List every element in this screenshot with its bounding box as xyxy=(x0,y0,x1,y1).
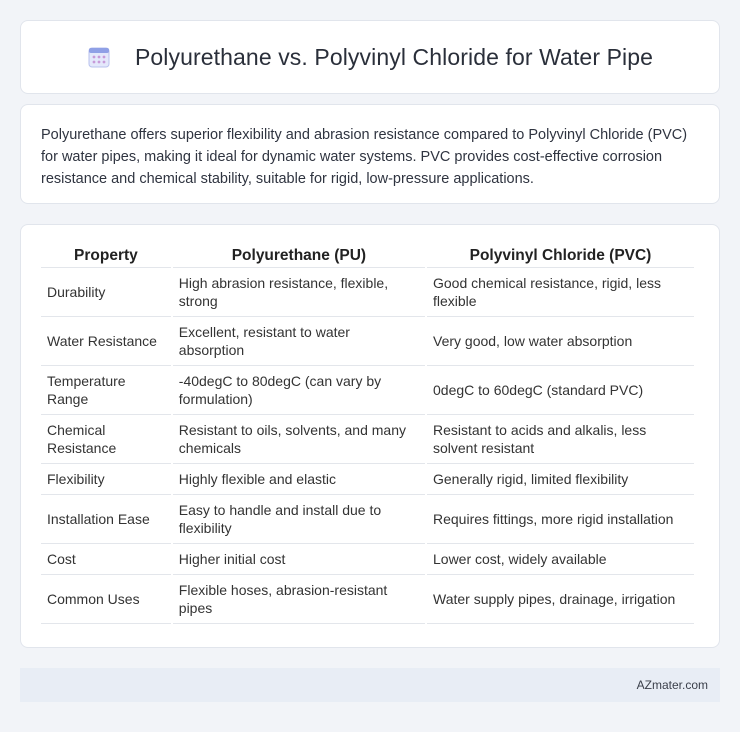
table-row xyxy=(41,495,694,544)
table-row xyxy=(41,366,694,415)
table-row xyxy=(41,317,694,366)
property-cell: Durability xyxy=(41,268,171,317)
pvc-cell: Generally rigid, limited flexibility xyxy=(427,464,694,495)
source-label: AZmater.com xyxy=(636,678,708,692)
pvc-cell: Resistant to acids and alkalis, less solvent resistant xyxy=(427,415,694,464)
pvc-cell: Very good, low water absorption xyxy=(427,317,694,366)
table-header-row xyxy=(41,245,694,268)
pvc-cell: Water supply pipes, drainage, irrigation xyxy=(427,575,694,624)
calendar-icon xyxy=(87,45,111,69)
table-row xyxy=(41,464,694,495)
property-cell: Chemical Resistance xyxy=(41,415,171,464)
pu-cell: Excellent, resistant to water absorption xyxy=(173,317,425,366)
property-cell: Cost xyxy=(41,544,171,575)
comparison-table xyxy=(39,245,696,624)
comparison-card xyxy=(20,224,720,648)
page-title: Polyurethane vs. Polyvinyl Chloride for Water Pipe xyxy=(134,43,654,70)
pu-cell: Easy to handle and install due to flexibility xyxy=(173,495,425,544)
table-row xyxy=(41,575,694,624)
intro-card xyxy=(20,104,720,204)
table-row xyxy=(41,544,694,575)
property-cell: Flexibility xyxy=(41,464,171,495)
pvc-cell: 0degC to 60degC (standard PVC) xyxy=(427,366,694,415)
column-header-pvc: Polyvinyl Chloride (PVC) xyxy=(427,245,694,268)
pu-cell: Highly flexible and elastic xyxy=(173,464,425,495)
intro-text: Polyurethane offers superior flexibility and abrasion resistance compared to Polyvinyl Chloride (PVC) for water pipes, making it ideal for dynamic water systems. PVC provides cost-effective corrosion resistance and chemical stability, suitable for rigid, low-pressure applications. xyxy=(41,127,688,187)
pvc-cell: Good chemical resistance, rigid, less flexible xyxy=(427,268,694,317)
pu-cell: High abrasion resistance, flexible, strong xyxy=(173,268,425,317)
property-cell: Temperature Range xyxy=(41,366,171,415)
column-header-pu: Polyurethane (PU) xyxy=(173,245,425,268)
column-header-property: Property xyxy=(41,245,171,268)
pu-cell: -40degC to 80degC (can vary by formulation) xyxy=(173,366,425,415)
table-row xyxy=(41,415,694,464)
pvc-cell: Lower cost, widely available xyxy=(427,544,694,575)
pu-cell: Flexible hoses, abrasion-resistant pipes xyxy=(173,575,425,624)
property-cell: Water Resistance xyxy=(41,317,171,366)
pu-cell: Resistant to oils, solvents, and many chemicals xyxy=(173,415,425,464)
table-row xyxy=(41,268,694,317)
footer-bar xyxy=(20,668,720,702)
title-card xyxy=(20,20,720,94)
pu-cell: Higher initial cost xyxy=(173,544,425,575)
property-cell: Common Uses xyxy=(41,575,171,624)
property-cell: Installation Ease xyxy=(41,495,171,544)
pvc-cell: Requires fittings, more rigid installation xyxy=(427,495,694,544)
